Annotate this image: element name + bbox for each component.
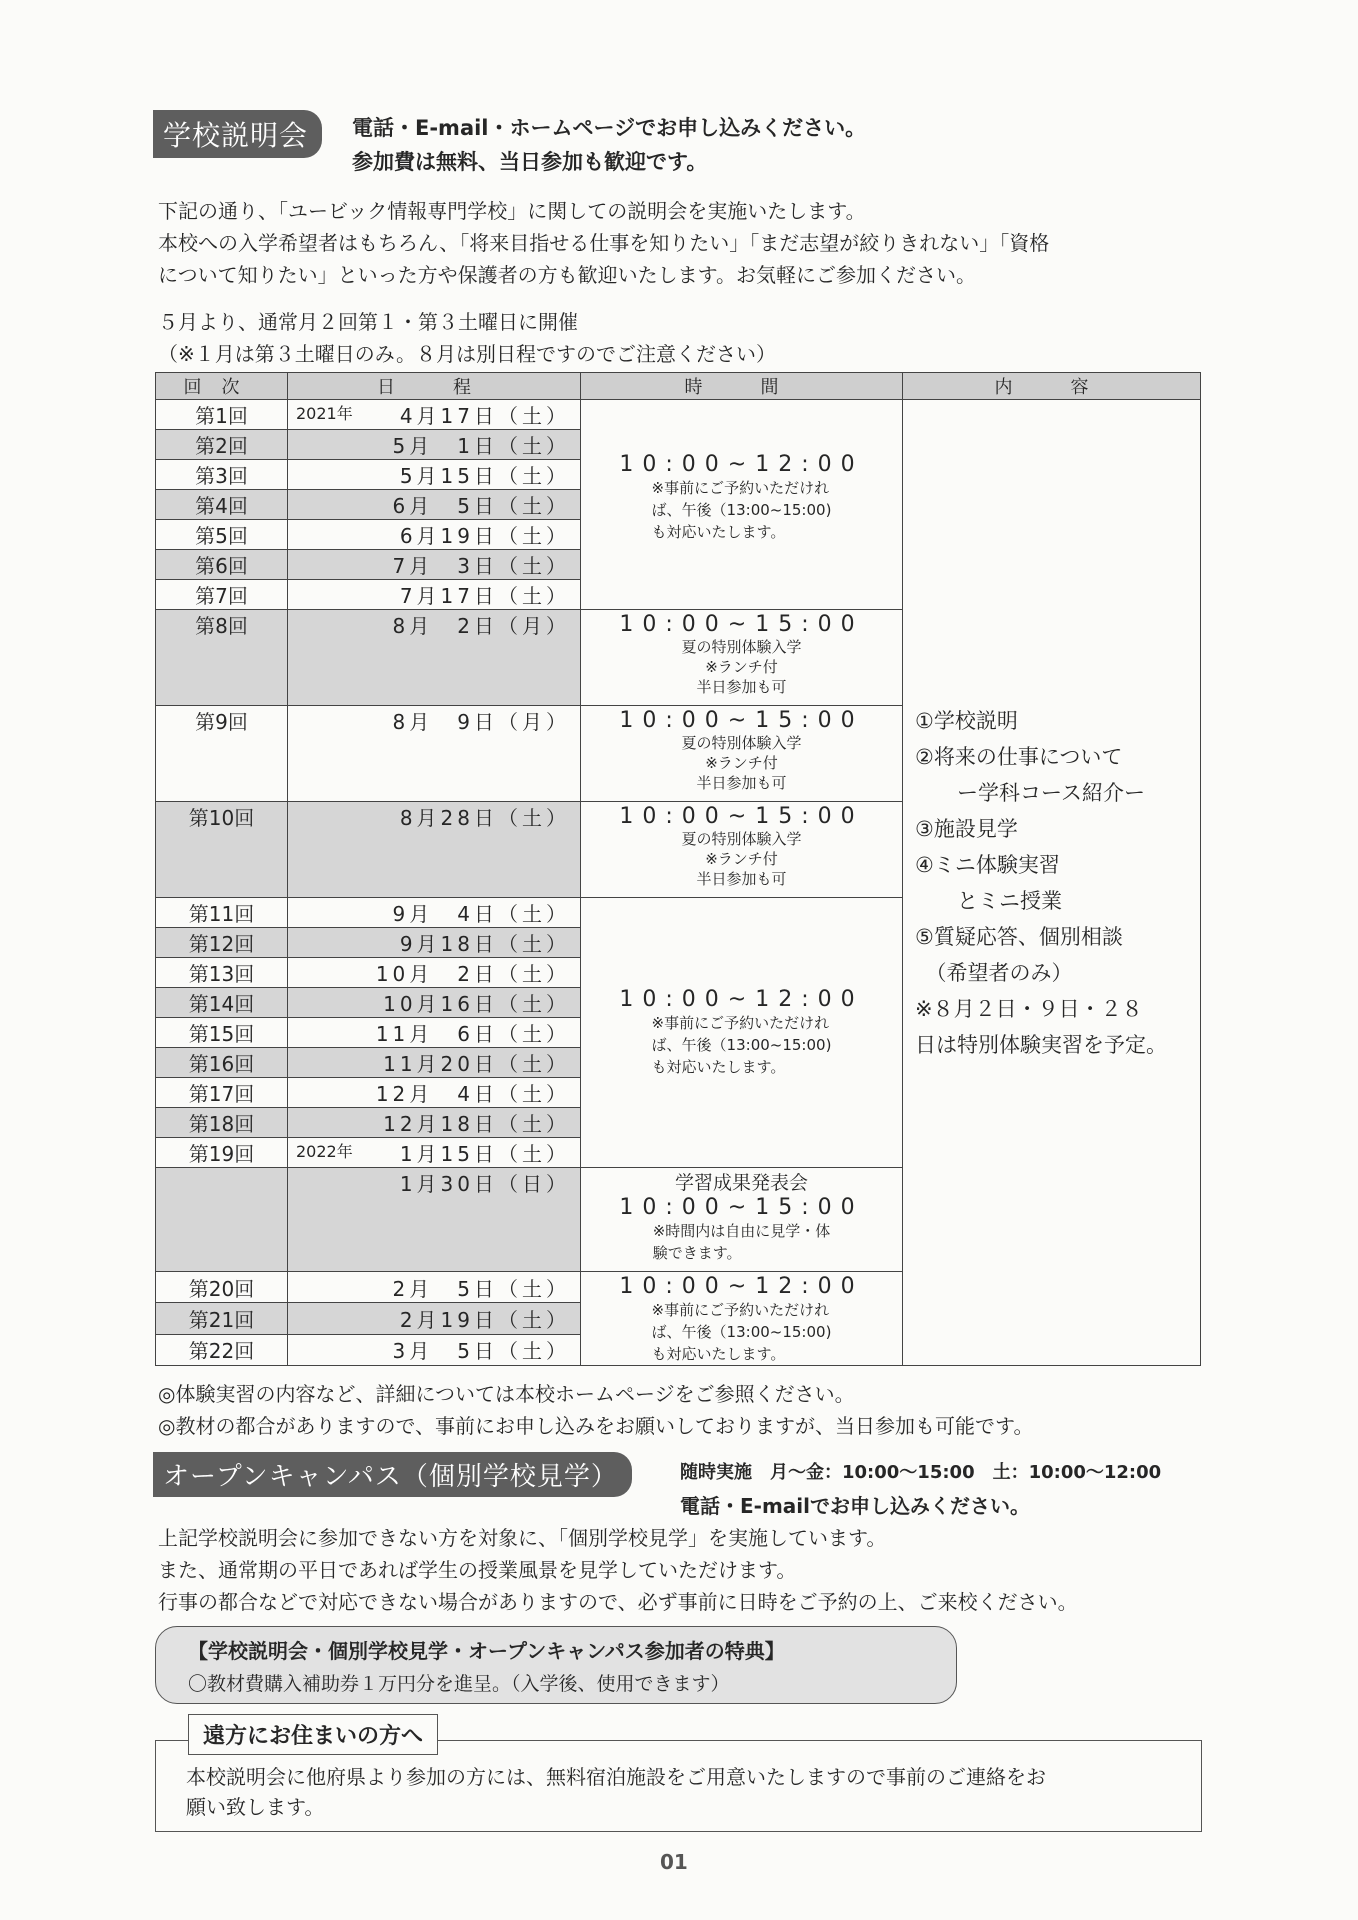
time-value: 10:00~15:00 [619, 804, 864, 829]
opencampus-contact: 電話・E-mailでお申し込みください。 [680, 1494, 1031, 1518]
round-cell: 第15回 [156, 1018, 288, 1048]
round-cell: 第22回 [156, 1334, 288, 1365]
time-value: 10:00~12:00 [619, 452, 864, 477]
header-round: 回次 [156, 373, 288, 400]
intro-line-3: について知りたい」といった方や保護者の方も歓迎いたします。お気軽にご参加ください。 [158, 263, 976, 287]
benefit-box [155, 1626, 957, 1704]
content-item: ④ミニ体験実習 [915, 852, 1060, 877]
time-cell-morning [581, 400, 903, 610]
round-cell: 第12回 [156, 928, 288, 958]
time-value: 10:00~15:00 [619, 1195, 864, 1220]
opencampus-body-3: 行事の都合などで対応できない場合がありますので、必ず事前に日時をご予約の上、ご来校ください。 [158, 1590, 1078, 1614]
date-value: 7月17日（土） [288, 580, 581, 610]
footnote-1: ◎体験実習の内容など、詳細については本校ホームページをご参照ください。 [158, 1382, 855, 1406]
round-cell: 第4回 [156, 490, 288, 520]
opencampus-schedule: 随時実施 月～金：10:00～15:00 土：10:00～12:00 [680, 1462, 1162, 1483]
time-note: ば、午後（13:00~15:00) [651, 1323, 832, 1341]
date-value: 12月 4日（土） [288, 1078, 581, 1108]
date-value: 11月20日（土） [288, 1048, 581, 1078]
round-cell: 第3回 [156, 460, 288, 490]
content-item: ※８月２日・９日・２８ [915, 996, 1143, 1021]
opencampus-body-1: 上記学校説明会に参加できない方を対象に、「個別学校見学」を実施しています。 [158, 1526, 887, 1550]
benefit-text: 〇教材費購入補助券１万円分を進呈。（入学後、使用できます） [188, 1673, 730, 1695]
schedule-note-2: （※１月は第３土曜日のみ。８月は別日程ですのでご注意ください） [158, 342, 776, 366]
time-note: も対応いたします。 [651, 1345, 786, 1363]
round-cell: 第16回 [156, 1048, 288, 1078]
round-cell: 第9回 [156, 706, 288, 802]
content-cell [903, 400, 1201, 1366]
time-value: 10:00~12:00 [619, 987, 864, 1012]
summer-note: 夏の特別体験入学 [681, 830, 802, 848]
date-cell [288, 400, 581, 430]
date-value: 10月16日（土） [288, 988, 581, 1018]
page-number: 01 [660, 1850, 688, 1874]
time-value: 10:00~12:00 [619, 1274, 864, 1299]
time-note: ※事前にご予約いただけれ [651, 479, 830, 497]
content-item: ②将来の仕事について [915, 744, 1123, 769]
time-cell-morning [581, 1272, 903, 1366]
presentation-note: 験できます。 [652, 1244, 742, 1262]
date-value: 7月 3日（土） [288, 550, 581, 580]
date-value: 10月 2日（土） [288, 958, 581, 988]
date-value: 5月 1日（土） [288, 430, 581, 460]
date-value: 2月19日（土） [288, 1303, 581, 1334]
time-value: 10:00~15:00 [619, 612, 864, 637]
content-item: ー学科コース紹介ー [915, 780, 1145, 805]
round-cell: 第14回 [156, 988, 288, 1018]
time-cell-summer [581, 802, 903, 898]
opencampus-section-tag: オープンキャンパス（個別学校見学） [153, 1452, 632, 1497]
date-value: 4月17日（土） [399, 404, 570, 428]
content-item: ①学校説明 [915, 708, 1018, 733]
round-cell: 第19回 [156, 1138, 288, 1168]
year-label: 2022年 [296, 1142, 353, 1161]
date-value: 12月18日（土） [288, 1108, 581, 1138]
round-cell: 第7回 [156, 580, 288, 610]
date-value: 1月30日（日） [288, 1168, 581, 1272]
summer-note: 半日参加も可 [696, 774, 787, 792]
benefit-title: 【学校説明会・個別学校見学・オープンキャンパス参加者の特典】 [188, 1639, 785, 1663]
content-item: 日は特別体験実習を予定。 [915, 1032, 1167, 1057]
date-value: 6月 5日（土） [288, 490, 581, 520]
date-value: 8月 2日（月） [288, 610, 581, 706]
distant-title: 遠方にお住まいの方へ [188, 1714, 438, 1755]
date-value: 6月19日（土） [288, 520, 581, 550]
year-label: 2021年 [296, 404, 353, 423]
date-value: 11月 6日（土） [288, 1018, 581, 1048]
summer-note: ※ランチ付 [705, 658, 778, 676]
briefing-headline-1: 電話・E-mail・ホームページでお申し込みください。 [352, 116, 867, 140]
time-note: ※事前にご予約いただけれ [651, 1014, 830, 1032]
content-item: （希望者のみ） [915, 960, 1073, 985]
content-item: ③施設見学 [915, 816, 1018, 841]
briefing-section-tag: 学校説明会 [153, 110, 322, 158]
intro-line-2: 本校への入学希望者はもちろん、「将来目指せる仕事を知りたい」「まだ志望が絞りきれない」「資格 [158, 231, 1050, 255]
intro-line-1: 下記の通り、「ユービック情報専門学校」に関しての説明会を実施いたします。 [158, 199, 866, 223]
schedule-note-1: ５月より、通常月２回第１・第３土曜日に開催 [158, 310, 578, 334]
time-note: も対応いたします。 [651, 1058, 786, 1076]
date-value: 8月 9日（月） [288, 706, 581, 802]
round-cell: 第6回 [156, 550, 288, 580]
opencampus-body-2: また、通常期の平日であれば学生の授業風景を見学していただけます。 [158, 1558, 797, 1582]
time-cell-morning [581, 898, 903, 1168]
round-cell: 第8回 [156, 610, 288, 706]
summer-note: 半日参加も可 [696, 870, 787, 888]
round-cell: 第18回 [156, 1108, 288, 1138]
date-value: 3月 5日（土） [288, 1334, 581, 1365]
time-cell-summer [581, 706, 903, 802]
distant-text-2: 願い致します。 [186, 1795, 325, 1819]
date-value: 5月15日（土） [288, 460, 581, 490]
round-cell: 第10回 [156, 802, 288, 898]
header-time: 時 間 [581, 373, 903, 400]
date-value: 9月 4日（土） [288, 898, 581, 928]
round-cell: 第1回 [156, 400, 288, 430]
time-value: 10:00~15:00 [619, 708, 864, 733]
date-value: 9月18日（土） [288, 928, 581, 958]
date-value: 8月28日（土） [288, 802, 581, 898]
round-cell: 第13回 [156, 958, 288, 988]
time-note: ば、午後（13:00~15:00) [651, 1036, 832, 1054]
round-cell: 第2回 [156, 430, 288, 460]
summer-note: ※ランチ付 [705, 850, 778, 868]
schedule-table [155, 372, 1201, 1366]
time-note: ば、午後（13:00~15:00) [651, 501, 832, 519]
footnote-2: ◎教材の都合がありますので、事前にお申し込みをお願いしておりますが、当日参加も可能です。 [158, 1414, 1034, 1438]
presentation-title: 学習成果発表会 [674, 1172, 808, 1194]
date-value: 2月 5日（土） [288, 1272, 581, 1303]
date-value: 1月15日（土） [399, 1142, 570, 1166]
summer-note: 夏の特別体験入学 [681, 734, 802, 752]
header-content: 内 容 [903, 373, 1201, 400]
round-cell: 第11回 [156, 898, 288, 928]
distant-text-1: 本校説明会に他府県より参加の方には、無料宿泊施設をご用意いたしますので事前のご連絡をお [186, 1765, 1046, 1789]
content-item: とミニ授業 [915, 888, 1062, 913]
round-cell: 第21回 [156, 1303, 288, 1334]
time-cell-summer [581, 610, 903, 706]
round-cell: 第17回 [156, 1078, 288, 1108]
content-item: ⑤質疑応答、個別相談 [915, 924, 1123, 949]
date-cell [288, 1138, 581, 1168]
header-date: 日 程 [288, 373, 581, 400]
time-note: ※事前にご予約いただけれ [651, 1301, 830, 1319]
briefing-headline-2: 参加費は無料、当日参加も歓迎です。 [352, 150, 708, 174]
round-cell-empty [156, 1168, 288, 1272]
time-note: も対応いたします。 [651, 523, 786, 541]
presentation-note: ※時間内は自由に見学・体 [652, 1222, 831, 1240]
summer-note: 半日参加も可 [696, 678, 787, 696]
round-cell: 第5回 [156, 520, 288, 550]
time-cell-presentation [581, 1168, 903, 1272]
summer-note: 夏の特別体験入学 [681, 638, 802, 656]
round-cell: 第20回 [156, 1272, 288, 1303]
summer-note: ※ランチ付 [705, 754, 778, 772]
